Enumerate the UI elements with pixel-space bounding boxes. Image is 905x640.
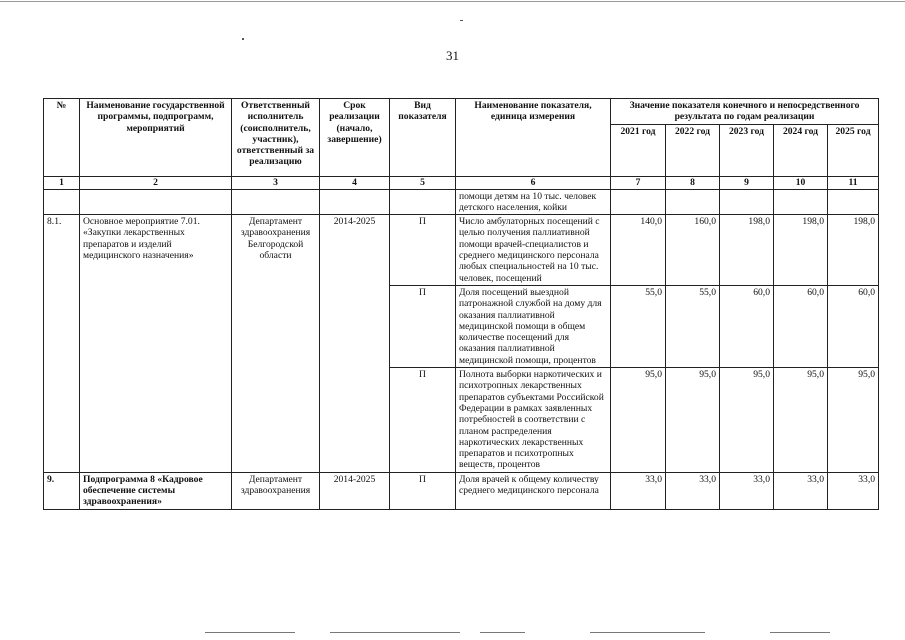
header-row xyxy=(44,99,879,125)
row-number: 8.1. xyxy=(44,215,80,473)
column-number: 5 xyxy=(390,176,456,189)
continuation-indicator-text: помощи детям на 10 тыс. человек детского населения, койки xyxy=(456,189,611,215)
column-number: 4 xyxy=(320,176,390,189)
indicator-type: П xyxy=(390,285,456,367)
column-number: 2 xyxy=(80,176,232,189)
column-number: 6 xyxy=(456,176,611,189)
header-year: 2025 год xyxy=(828,124,879,176)
value-2024: 60,0 xyxy=(774,285,828,367)
column-number: 11 xyxy=(828,176,879,189)
scan-line-bottom xyxy=(205,632,295,633)
header-year: 2021 год xyxy=(611,124,666,176)
column-number: 3 xyxy=(232,176,320,189)
indicator-type: П xyxy=(390,472,456,509)
column-number: 9 xyxy=(720,176,774,189)
row-number: 9. xyxy=(44,472,80,509)
table-row xyxy=(44,472,879,509)
value-2024: 198,0 xyxy=(774,215,828,286)
value-2021: 95,0 xyxy=(611,368,666,473)
value-2021: 140,0 xyxy=(611,215,666,286)
header-year: 2024 год xyxy=(774,124,828,176)
header-year: 2022 год xyxy=(666,124,720,176)
page-number: 31 xyxy=(446,48,459,63)
value-2023: 198,0 xyxy=(720,215,774,286)
subprogram-name: Подпрограмма 8 «Кадровое обеспечение системы здравоохранения» xyxy=(80,472,232,509)
indicator-name: Доля посещений выездной патронажной службой на дому для оказания паллиативной медицинской помощи в общем количестве посещений для оказания паллиативной медицинской помощи, процентов xyxy=(456,285,611,367)
indicator-type: П xyxy=(390,215,456,286)
indicator-name: Доля врачей к общему количеству среднего медицинского персонала xyxy=(456,472,611,509)
executor: Департамент здравоохранения Белгородской области xyxy=(232,215,320,473)
value-2023: 33,0 xyxy=(720,472,774,509)
header-name: Наименование государственной программы, подпрограмм, мероприятий xyxy=(80,99,232,177)
scan-mark-dash xyxy=(460,20,463,21)
scan-mark-dot xyxy=(242,38,244,40)
scan-line-bottom xyxy=(330,632,460,633)
header-year: 2023 год xyxy=(720,124,774,176)
indicator-type: П xyxy=(390,368,456,473)
value-2022: 95,0 xyxy=(666,368,720,473)
value-2022: 55,0 xyxy=(666,285,720,367)
executor: Департамент здравоохранения xyxy=(232,472,320,509)
term: 2014-2025 xyxy=(320,472,390,509)
scan-line-bottom xyxy=(590,632,705,633)
measure-name: Основное мероприятие 7.01. «Закупки лекарственных препаратов и изделий медицинского назначения» xyxy=(80,215,232,473)
column-numbers-row xyxy=(44,176,879,189)
table-row xyxy=(44,215,879,286)
value-2021: 55,0 xyxy=(611,285,666,367)
value-2022: 33,0 xyxy=(666,472,720,509)
header-type: Вид показателя xyxy=(390,99,456,177)
header-term: Срок реализации (начало, завершение) xyxy=(320,99,390,177)
term: 2014-2025 xyxy=(320,215,390,473)
value-2025: 33,0 xyxy=(828,472,879,509)
header-indicator: Наименование показателя, единица измерения xyxy=(456,99,611,177)
value-2021: 33,0 xyxy=(611,472,666,509)
continuation-row xyxy=(44,189,879,215)
header-executor: Ответственный исполнитель (соисполнитель, участник), ответственный за реализацию xyxy=(232,99,320,177)
column-number: 8 xyxy=(666,176,720,189)
value-2025: 95,0 xyxy=(828,368,879,473)
value-2025: 198,0 xyxy=(828,215,879,286)
scan-line-top xyxy=(0,1,905,2)
value-2025: 60,0 xyxy=(828,285,879,367)
value-2023: 95,0 xyxy=(720,368,774,473)
column-number: 7 xyxy=(611,176,666,189)
indicator-name: Полнота выборки наркотических и психотропных лекарственных препаратов субъектами Российской Федерации в рамках заявленных потребностей в соответствии с планом распределения наркотических лекарственных препаратов и психотропных веществ, процентов xyxy=(456,368,611,473)
value-2024: 33,0 xyxy=(774,472,828,509)
column-number: 1 xyxy=(44,176,80,189)
value-2022: 160,0 xyxy=(666,215,720,286)
column-number: 10 xyxy=(774,176,828,189)
indicator-name: Число амбулаторных посещений с целью получения паллиативной помощи врачей-специалистов и среднего медицинского персонала любых специальностей на 10 тыс. человек, посещений xyxy=(456,215,611,286)
header-no: № xyxy=(44,99,80,177)
scan-line-bottom xyxy=(480,632,525,633)
scan-line-bottom xyxy=(770,632,830,633)
header-values-group: Значение показателя конечного и непосредственного результата по годам реализации xyxy=(611,99,879,125)
program-table xyxy=(43,98,879,510)
value-2024: 95,0 xyxy=(774,368,828,473)
value-2023: 60,0 xyxy=(720,285,774,367)
